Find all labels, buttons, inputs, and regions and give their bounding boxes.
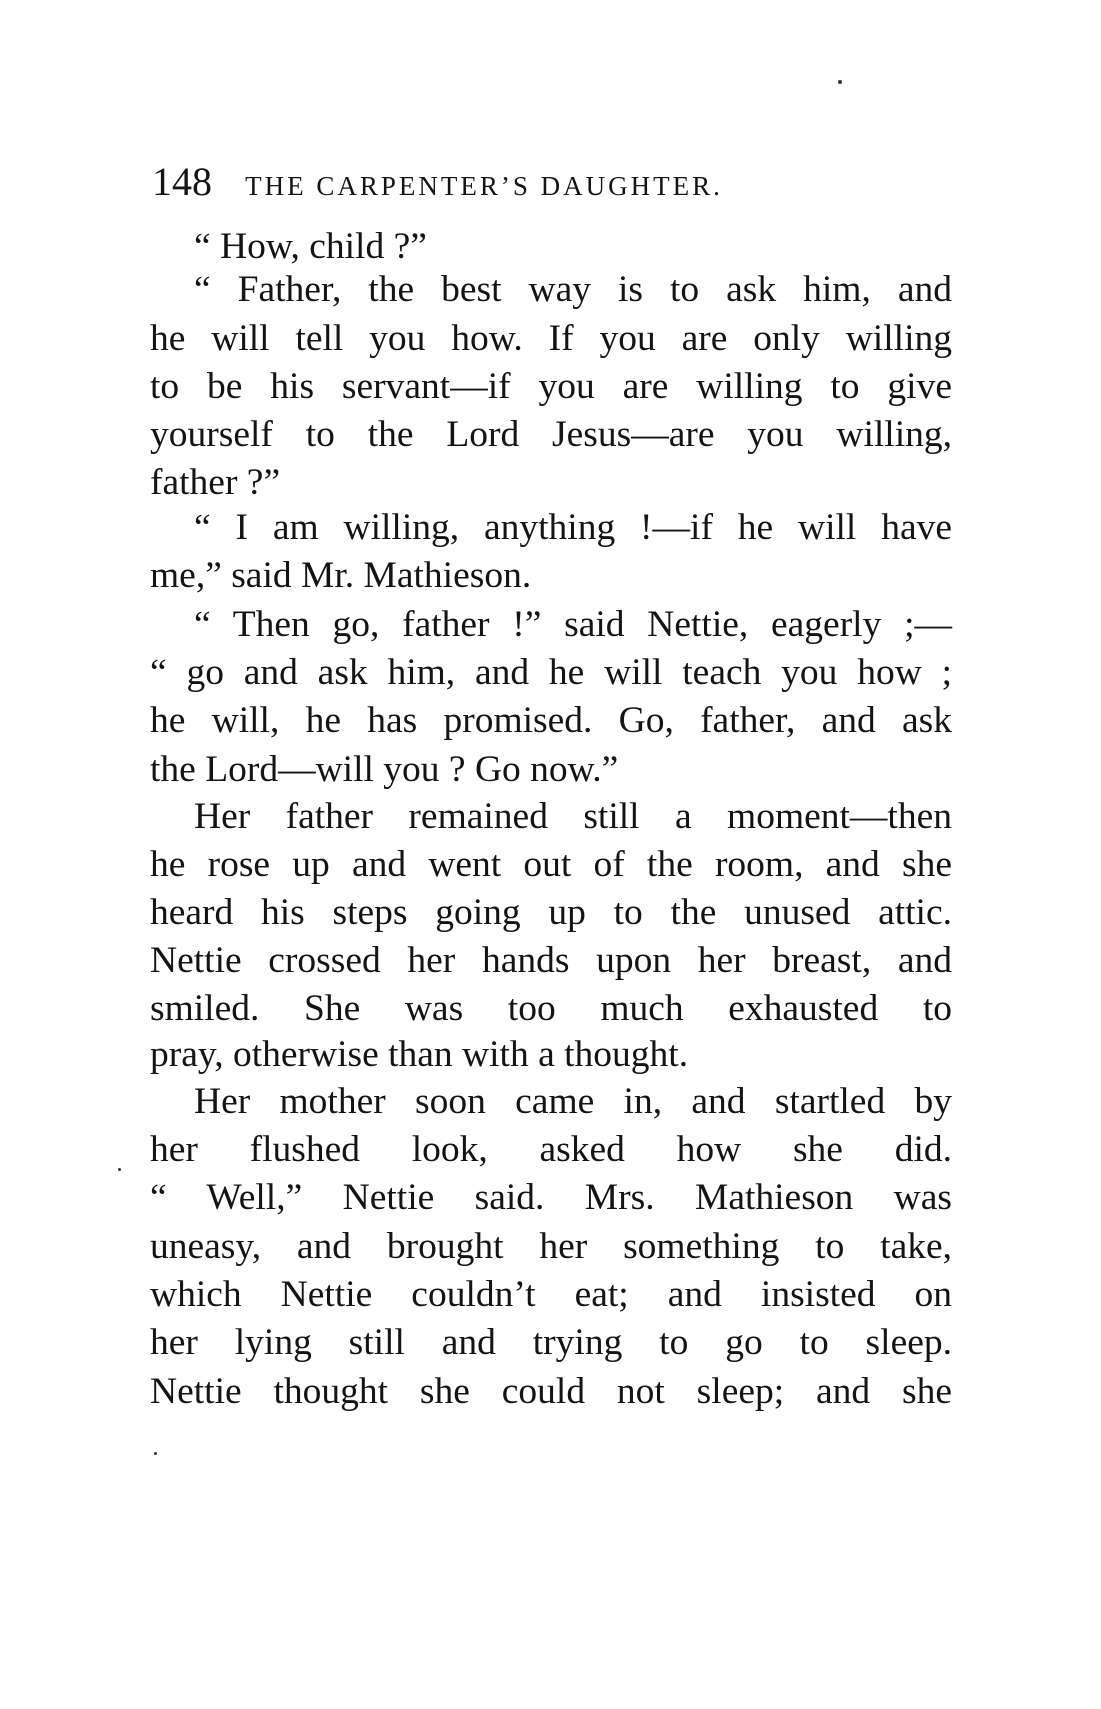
text-line: to be his servant—if you are willing to give (150, 366, 952, 407)
text-line: pray, otherwise than with a thought. (150, 1034, 689, 1075)
text-line: “ Father, the best way is to ask him, and (194, 269, 952, 310)
text-line: smiled. She was too much exhausted to (150, 988, 952, 1029)
text-line: “ Well,” Nettie said. Mrs. Mathieson was (150, 1177, 952, 1218)
text-line: me,” said Mr. Mathieson. (150, 555, 532, 596)
scan-speck (154, 1452, 157, 1455)
text-line: her flushed look, asked how she did. (150, 1129, 952, 1170)
text-line: “ I am willing, anything !—if he will have (194, 507, 952, 548)
page-number: 148 (152, 159, 212, 204)
text-line: Nettie crossed her hands upon her breast, and (150, 940, 952, 981)
page-header (152, 158, 942, 208)
text-line: “ How, child ?” (194, 226, 427, 267)
text-line: Her mother soon came in, and startled by (194, 1081, 952, 1122)
text-line: her lying still and trying to go to sleep. (150, 1322, 952, 1363)
text-line: Nettie thought she could not sleep; and she (150, 1371, 952, 1412)
scan-speck (118, 1168, 121, 1171)
text-line: he will, he has promised. Go, father, and ask (150, 700, 952, 741)
text-line: he will tell you how. If you are only willing (150, 318, 952, 359)
running-title: THE CARPENTER’S DAUGHTER. (245, 171, 723, 201)
text-line: heard his steps going up to the unused attic. (150, 892, 952, 933)
text-line: uneasy, and brought her something to take, (150, 1226, 952, 1267)
scan-speck (838, 80, 842, 84)
text-line: he rose up and went out of the room, and she (150, 844, 952, 885)
text-line: “ Then go, father !” said Nettie, eagerly ;— (194, 604, 952, 645)
text-line: Her father remained still a moment—then (194, 796, 952, 837)
text-line: yourself to the Lord Jesus—are you willing, (150, 414, 952, 455)
text-line: which Nettie couldn’t eat; and insisted on (150, 1274, 952, 1315)
text-line: “ go and ask him, and he will teach you how ; (150, 652, 952, 693)
text-line: the Lord—will you ? Go now.” (150, 749, 619, 790)
text-line: father ?” (150, 462, 281, 503)
